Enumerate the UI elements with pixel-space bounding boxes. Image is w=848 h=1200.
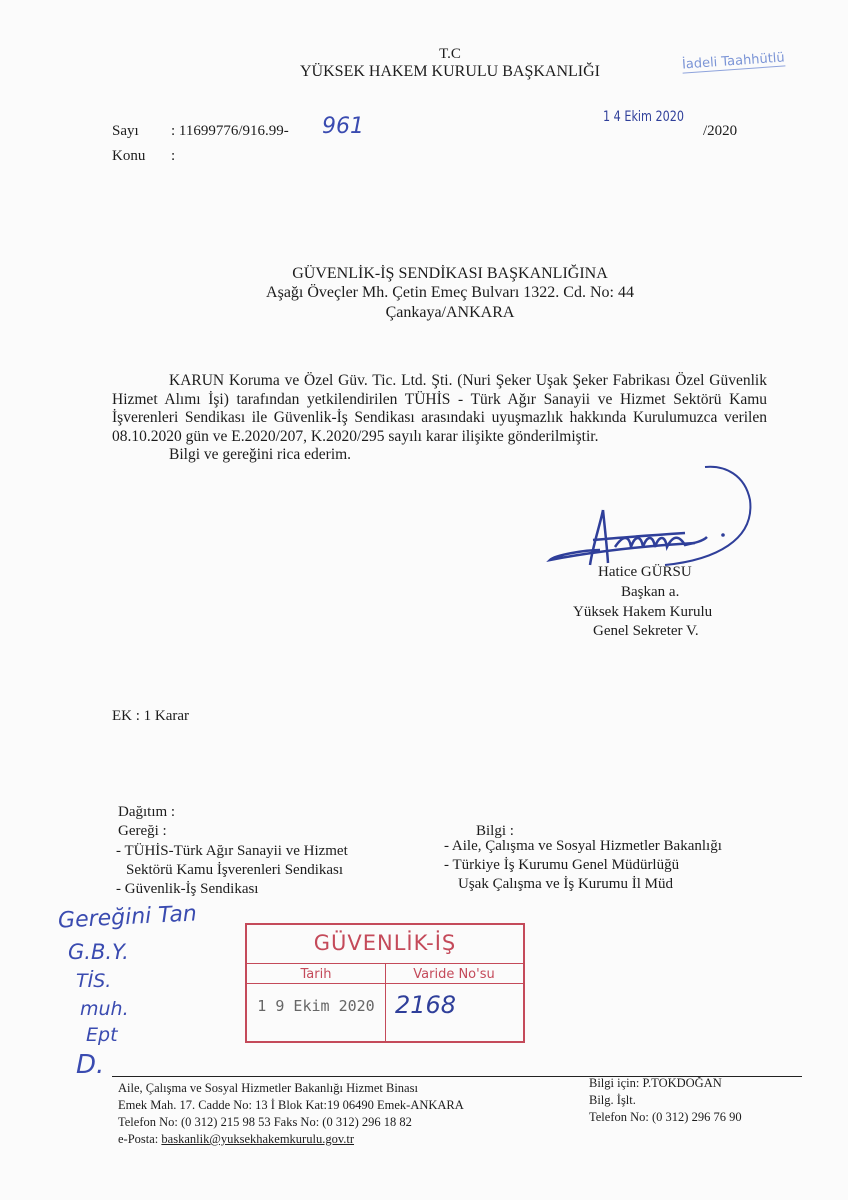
konu-value: : [171,148,176,164]
handwritten-note: TİS. [76,970,112,992]
footer-email-label: e-Posta: [118,1132,162,1146]
geregi-label: Gereği : [118,823,167,839]
receipt-number-label: Varide No'su [413,967,495,982]
handwritten-note: Ept [86,1024,118,1046]
body-paragraph-request: Bilgi ve gereğini rica ederim. [169,446,352,463]
registered-mail-stamp: İadeli Taahhütlü [681,50,786,73]
body-paragraph-main: KARUN Koruma ve Özel Güv. Tic. Ltd. Şti. (Nuri Şeker Uşak Şeker Fabrikası Özel Güvenlik Hizmet Alımı İşi) tarafından yetkilendirilen TÜHİS - Türk Ağır Sanayii ve Hizmet Sektörü Kamu İşverenleri Sendikası ile Güvenlik-İş Sendikası arasındaki uyuşmazlık hakkında Kurulumuzca verilen 08.10.2020 gün ve E.2020/207, K.2020/295 sayılı karar ilişikte gönderilmiştir. [112,372,767,445]
signatory-title-3: Genel Sekreter V. [593,623,699,639]
handwritten-note: D. [76,1050,105,1080]
sayi-handwritten-number: 961 [322,114,364,139]
geregi-item: - TÜHİS-Türk Ağır Sanayii ve Hizmet [116,843,348,859]
receipt-stamp [245,923,525,1043]
geregi-item: Sektörü Kamu İşverenleri Sendikası [126,862,344,878]
letter-body [112,372,767,465]
header-tc: T.C [439,46,461,62]
date-stamp: 1 4 Ekim 2020 [603,109,685,125]
bilgi-item: - Türkiye İş Kurumu Genel Müdürlüğü [444,857,680,873]
receipt-stamp-title: GÜVENLİK-İŞ [313,931,457,955]
konu-label: Konu [112,148,146,164]
geregi-item: - Güvenlik-İş Sendikası [116,881,259,897]
handwritten-note: muh. [80,998,129,1020]
receipt-date-label: Tarih [300,967,332,982]
recipient-address-line1: Aşağı Öveçler Mh. Çetin Emeç Bulvarı 1322. Cd. No: 44 [266,284,634,301]
handwritten-note: Gereğini Tan [57,901,198,934]
distribution-label: Dağıtım : [118,804,176,820]
signatory-title-2: Yüksek Hakem Kurulu [573,604,713,620]
footer-email-row [118,1132,354,1147]
sayi-value: : 11699776/916.99- [171,123,289,139]
receipt-stamp-subdivider [247,983,523,984]
footer-contact-role: Bilg. İşlt. [589,1093,636,1107]
footer-contact-person: Bilgi için: P.TOKDOĞAN [589,1076,722,1090]
footer-email-link[interactable]: baskanlik@yuksekhakemkurulu.gov.tr [161,1132,355,1146]
signatory-name: Hatice GÜRSU [598,564,692,580]
receipt-number-value: 2168 [395,991,457,1019]
footer-phone: Telefon No: (0 312) 215 98 53 Faks No: (0 312) 296 18 82 [118,1115,412,1129]
sayi-label: Sayı [112,123,139,139]
recipient-address-line2: Çankaya/ANKARA [385,304,515,321]
footer-contact-phone: Telefon No: (0 312) 296 76 90 [589,1110,742,1124]
handwritten-note: G.B.Y. [68,940,129,964]
footer-address-2: Emek Mah. 17. Cadde No: 13 İ Blok Kat:19 06490 Emek-ANKARA [118,1098,464,1112]
signatory-title-1: Başkan a. [621,584,680,600]
receipt-date-value: 1 9 Ekim 2020 [257,997,375,1015]
recipient-name: GÜVENLİK-İŞ SENDİKASI BAŞKANLIĞINA [292,265,608,282]
header-institution: YÜKSEK HAKEM KURULU BAŞKANLIĞI [300,63,600,80]
footer-address-1: Aile, Çalışma ve Sosyal Hizmetler Bakanlığı Hizmet Binası [118,1081,418,1095]
date-suffix: /2020 [703,123,738,139]
bilgi-item: Uşak Çalışma ve İş Kurumu İl Müd [458,876,673,892]
bilgi-item: - Aile, Çalışma ve Sosyal Hizmetler Bakanlığı [444,838,722,854]
bilgi-label: Bilgi : [476,823,514,839]
attachment-line: EK : 1 Karar [112,708,190,724]
